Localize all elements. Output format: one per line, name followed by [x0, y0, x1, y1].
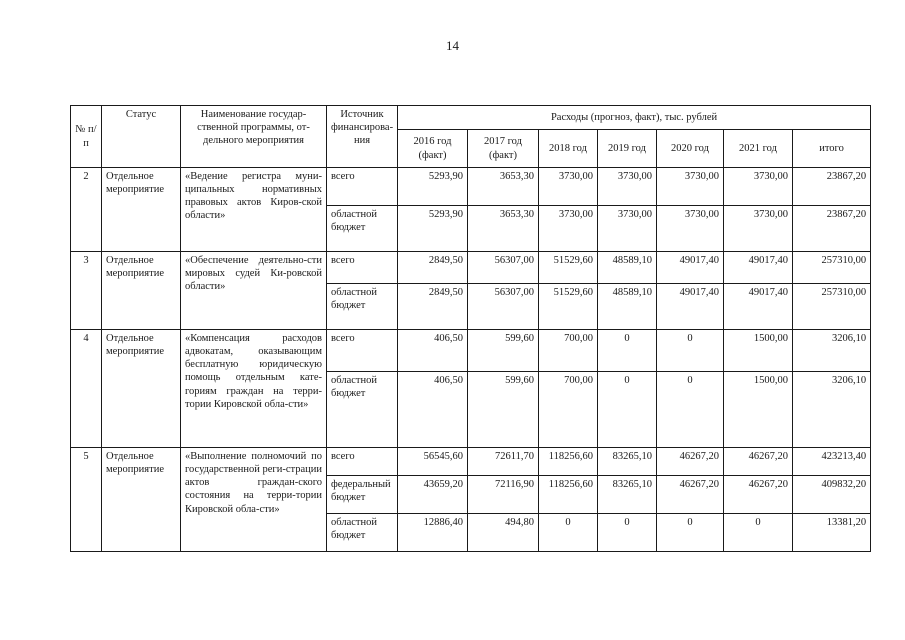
header-status: Статус: [102, 106, 181, 168]
value-cell: 46267,20: [724, 476, 793, 514]
row-source: областной бюджет: [327, 514, 398, 552]
value-cell: 494,80: [468, 514, 539, 552]
value-cell: 0: [598, 372, 657, 448]
value-cell: 56307,00: [468, 252, 539, 284]
value-cell: 46267,20: [657, 476, 724, 514]
value-cell: 599,60: [468, 372, 539, 448]
header-total: итого: [793, 130, 871, 168]
value-cell: 12886,40: [398, 514, 468, 552]
value-cell: 5293,90: [398, 206, 468, 252]
value-cell: 2849,50: [398, 284, 468, 330]
row-status: Отдельное мероприятие: [102, 168, 181, 252]
value-cell: 0: [657, 372, 724, 448]
value-cell: 0: [657, 514, 724, 552]
header-name: Наименование государ-ственной программы, от-дельного мероприятия: [181, 106, 327, 168]
value-cell: 51529,60: [539, 252, 598, 284]
value-cell: 72611,70: [468, 448, 539, 476]
header-year-2020: 2020 год: [657, 130, 724, 168]
table-row: [71, 168, 871, 206]
value-cell: 48589,10: [598, 252, 657, 284]
total-cell: 257310,00: [793, 284, 871, 330]
total-cell: 409832,20: [793, 476, 871, 514]
value-cell: 49017,40: [657, 252, 724, 284]
total-cell: 23867,20: [793, 168, 871, 206]
table-body: [71, 168, 871, 552]
value-cell: 43659,20: [398, 476, 468, 514]
value-cell: 0: [724, 514, 793, 552]
row-program-name: «Выполнение полномочий по государственной реги-страции актов граждан-ского состояния на терри-тории Кировской обла-сти»: [181, 448, 327, 552]
value-cell: 118256,60: [539, 476, 598, 514]
value-cell: 3730,00: [598, 168, 657, 206]
row-source: федеральный бюджет: [327, 476, 398, 514]
value-cell: 49017,40: [724, 284, 793, 330]
value-cell: 3730,00: [539, 206, 598, 252]
row-number: 2: [71, 168, 102, 252]
row-source: областной бюджет: [327, 206, 398, 252]
value-cell: 3730,00: [657, 168, 724, 206]
value-cell: 3730,00: [657, 206, 724, 252]
total-cell: 257310,00: [793, 252, 871, 284]
value-cell: 1500,00: [724, 372, 793, 448]
page-number: 14: [446, 38, 459, 53]
value-cell: 83265,10: [598, 448, 657, 476]
total-cell: 23867,20: [793, 206, 871, 252]
row-program-name: «Обеспечение деятельно-сти мировых судей Ки-ровской области»: [181, 252, 327, 330]
value-cell: 56545,60: [398, 448, 468, 476]
total-cell: 3206,10: [793, 372, 871, 448]
header-year-2018: 2018 год: [539, 130, 598, 168]
value-cell: 49017,40: [657, 284, 724, 330]
total-cell: 13381,20: [793, 514, 871, 552]
header-num: № п/п: [71, 106, 102, 168]
table-row: [71, 252, 871, 284]
total-cell: 3206,10: [793, 330, 871, 372]
value-cell: 1500,00: [724, 330, 793, 372]
value-cell: 3653,30: [468, 168, 539, 206]
row-source: областной бюджет: [327, 284, 398, 330]
value-cell: 700,00: [539, 372, 598, 448]
expenses-table: [70, 105, 871, 552]
table-header: [71, 106, 871, 168]
header-year-2016: 2016 год (факт): [398, 130, 468, 168]
row-source: всего: [327, 168, 398, 206]
value-cell: 3653,30: [468, 206, 539, 252]
header-source: Источник финансирова-ния: [327, 106, 398, 168]
row-source: областной бюджет: [327, 372, 398, 448]
row-source: всего: [327, 252, 398, 284]
value-cell: 118256,60: [539, 448, 598, 476]
value-cell: 406,50: [398, 330, 468, 372]
row-status: Отдельное мероприятие: [102, 448, 181, 552]
value-cell: 49017,40: [724, 252, 793, 284]
value-cell: 0: [657, 330, 724, 372]
value-cell: 48589,10: [598, 284, 657, 330]
value-cell: 0: [598, 330, 657, 372]
value-cell: 3730,00: [598, 206, 657, 252]
row-status: Отдельное мероприятие: [102, 330, 181, 448]
header-expenses: Расходы (прогноз, факт), тыс. рублей: [398, 106, 871, 130]
header-year-2021: 2021 год: [724, 130, 793, 168]
row-number: 3: [71, 252, 102, 330]
header-year-2019: 2019 год: [598, 130, 657, 168]
row-number: 4: [71, 330, 102, 448]
row-status: Отдельное мероприятие: [102, 252, 181, 330]
value-cell: 83265,10: [598, 476, 657, 514]
value-cell: 599,60: [468, 330, 539, 372]
row-source: всего: [327, 448, 398, 476]
total-cell: 423213,40: [793, 448, 871, 476]
value-cell: 3730,00: [724, 206, 793, 252]
value-cell: 72116,90: [468, 476, 539, 514]
value-cell: 700,00: [539, 330, 598, 372]
value-cell: 3730,00: [539, 168, 598, 206]
row-program-name: «Ведение регистра муни-ципальных нормативных правовых актов Киров-ской области»: [181, 168, 327, 252]
table-row: [71, 448, 871, 476]
row-number: 5: [71, 448, 102, 552]
value-cell: 5293,90: [398, 168, 468, 206]
value-cell: 46267,20: [657, 448, 724, 476]
value-cell: 51529,60: [539, 284, 598, 330]
value-cell: 46267,20: [724, 448, 793, 476]
table-row: [71, 330, 871, 372]
header-year-2017: 2017 год (факт): [468, 130, 539, 168]
value-cell: 0: [598, 514, 657, 552]
value-cell: 2849,50: [398, 252, 468, 284]
row-program-name: «Компенсация расходов адвокатам, оказывающим бесплатную юридическую помощь отдельным кате-гориям граждан на терри-тории Кировской обла-сти»: [181, 330, 327, 448]
value-cell: 3730,00: [724, 168, 793, 206]
value-cell: 0: [539, 514, 598, 552]
row-source: всего: [327, 330, 398, 372]
value-cell: 56307,00: [468, 284, 539, 330]
value-cell: 406,50: [398, 372, 468, 448]
